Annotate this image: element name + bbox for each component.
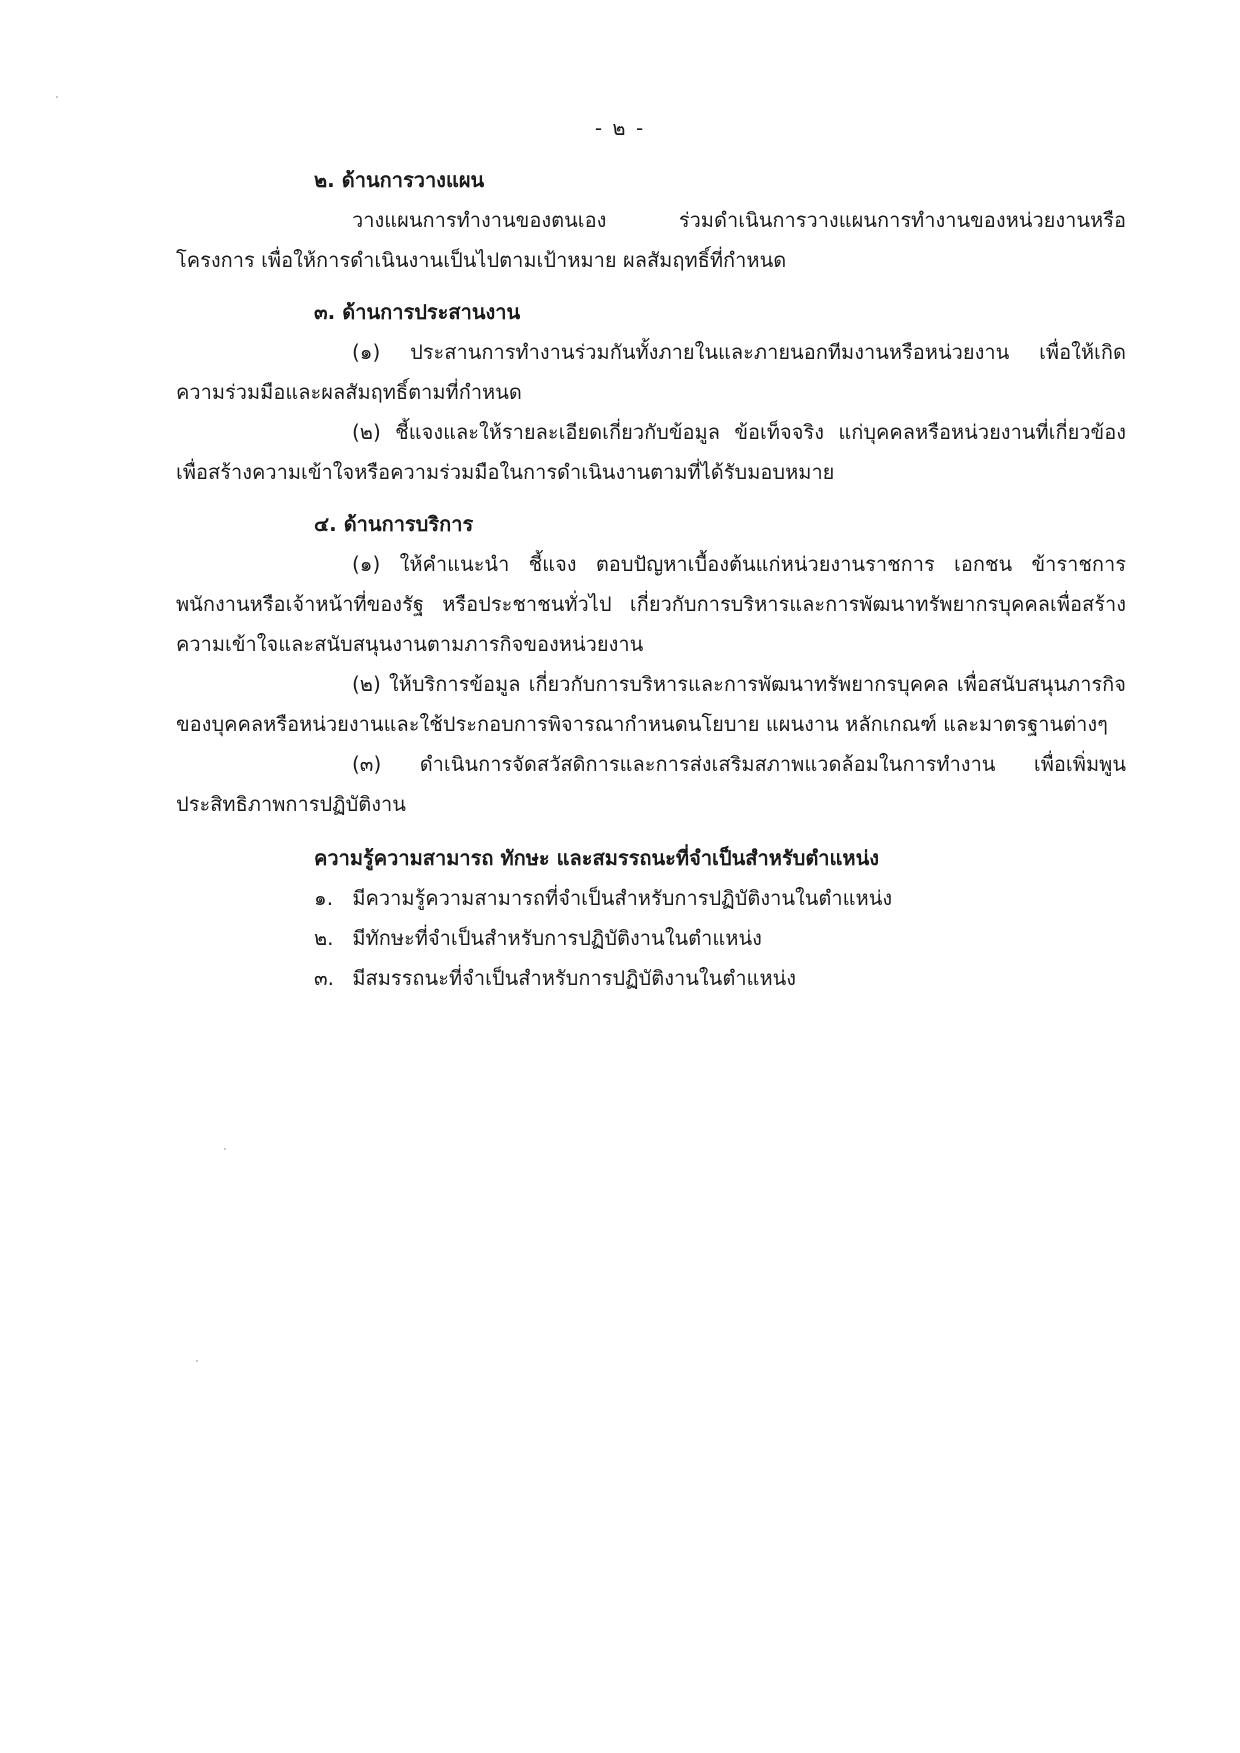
paragraph: (๓) ดำเนินการจัดสวัสดิการและการส่งเสริมสภาพแวดล้อมในการทำงาน เพื่อเพิ่มพูนประสิทธิภาพการปฏิบัติงาน — [176, 752, 1126, 816]
section-heading: ๓. ด้านการประสานงาน — [314, 300, 521, 324]
item-text: มีทักษะที่จำเป็นสำหรับการปฏิบัติงานในตำแหน่ง — [352, 926, 762, 950]
competency-item — [176, 918, 1126, 958]
paragraph: (๒) ให้บริการข้อมูล เกี่ยวกับการบริหารและการพัฒนาทรัพยากรบุคคล เพื่อสนับสนุนภารกิจของบุคคลหรือหน่วยงานและใช้ประกอบการพิจารณากำหนดนโยบาย แผนงาน หลักเกณฑ์ และมาตรฐานต่างๆ — [176, 672, 1126, 736]
page-number: - ๒ - — [594, 116, 646, 140]
item-number: ๑. — [314, 886, 334, 910]
section-coordination — [176, 292, 1126, 492]
item-number: ๓. — [314, 966, 335, 990]
section-competency — [176, 838, 1126, 998]
section-heading: ๒. ด้านการวางแผน — [314, 168, 485, 192]
scan-speck — [56, 96, 58, 98]
document-body — [176, 160, 1126, 998]
scan-speck — [196, 1360, 198, 1362]
competency-heading: ความรู้ความสามารถ ทักษะ และสมรรถนะที่จำเป็นสำหรับตำแหน่ง — [314, 846, 880, 870]
competency-item — [176, 958, 1126, 998]
paragraph: (๑) ประสานการทำงานร่วมกันทั้งภายในและภายนอกทีมงานหรือหน่วยงาน เพื่อให้เกิดความร่วมมือและผลสัมฤทธิ์ตามที่กำหนด — [176, 340, 1126, 404]
paragraph: วางแผนการทำงานของตนเอง ร่วมดำเนินการวางแผนการทำงานของหน่วยงานหรือโครงการ เพื่อให้การดำเนินงานเป็นไปตามเป้าหมาย ผลสัมฤทธิ์ที่กำหนด — [176, 208, 1126, 272]
paragraph: (๒) ชี้แจงและให้รายละเอียดเกี่ยวกับข้อมูล ข้อเท็จจริง แก่บุคคลหรือหน่วยงานที่เกี่ยวข้องเพื่อสร้างความเข้าใจหรือความร่วมมือในการดำเนินงานตามที่ได้รับมอบหมาย — [176, 420, 1126, 484]
section-service — [176, 504, 1126, 824]
item-text: มีสมรรถนะที่จำเป็นสำหรับการปฏิบัติงานในตำแหน่ง — [352, 966, 797, 990]
item-number: ๒. — [314, 926, 334, 950]
paragraph: (๑) ให้คำแนะนำ ชี้แจง ตอบปัญหาเบื้องต้นแก่หน่วยงานราชการ เอกชน ข้าราชการพนักงานหรือเจ้าหน้าที่ของรัฐ หรือประชาชนทั่วไป เกี่ยวกับการบริหารและการพัฒนาทรัพยากรบุคคลเพื่อสร้างความเข้าใจและสนับสนุนงานตามภารกิจของหน่วยงาน — [176, 552, 1126, 656]
competency-item — [176, 878, 1126, 918]
scan-speck — [224, 1148, 226, 1150]
item-text: มีความรู้ความสามารถที่จำเป็นสำหรับการปฏิบัติงานในตำแหน่ง — [352, 886, 893, 910]
section-heading: ๔. ด้านการบริการ — [314, 512, 474, 536]
section-planning — [176, 160, 1126, 280]
